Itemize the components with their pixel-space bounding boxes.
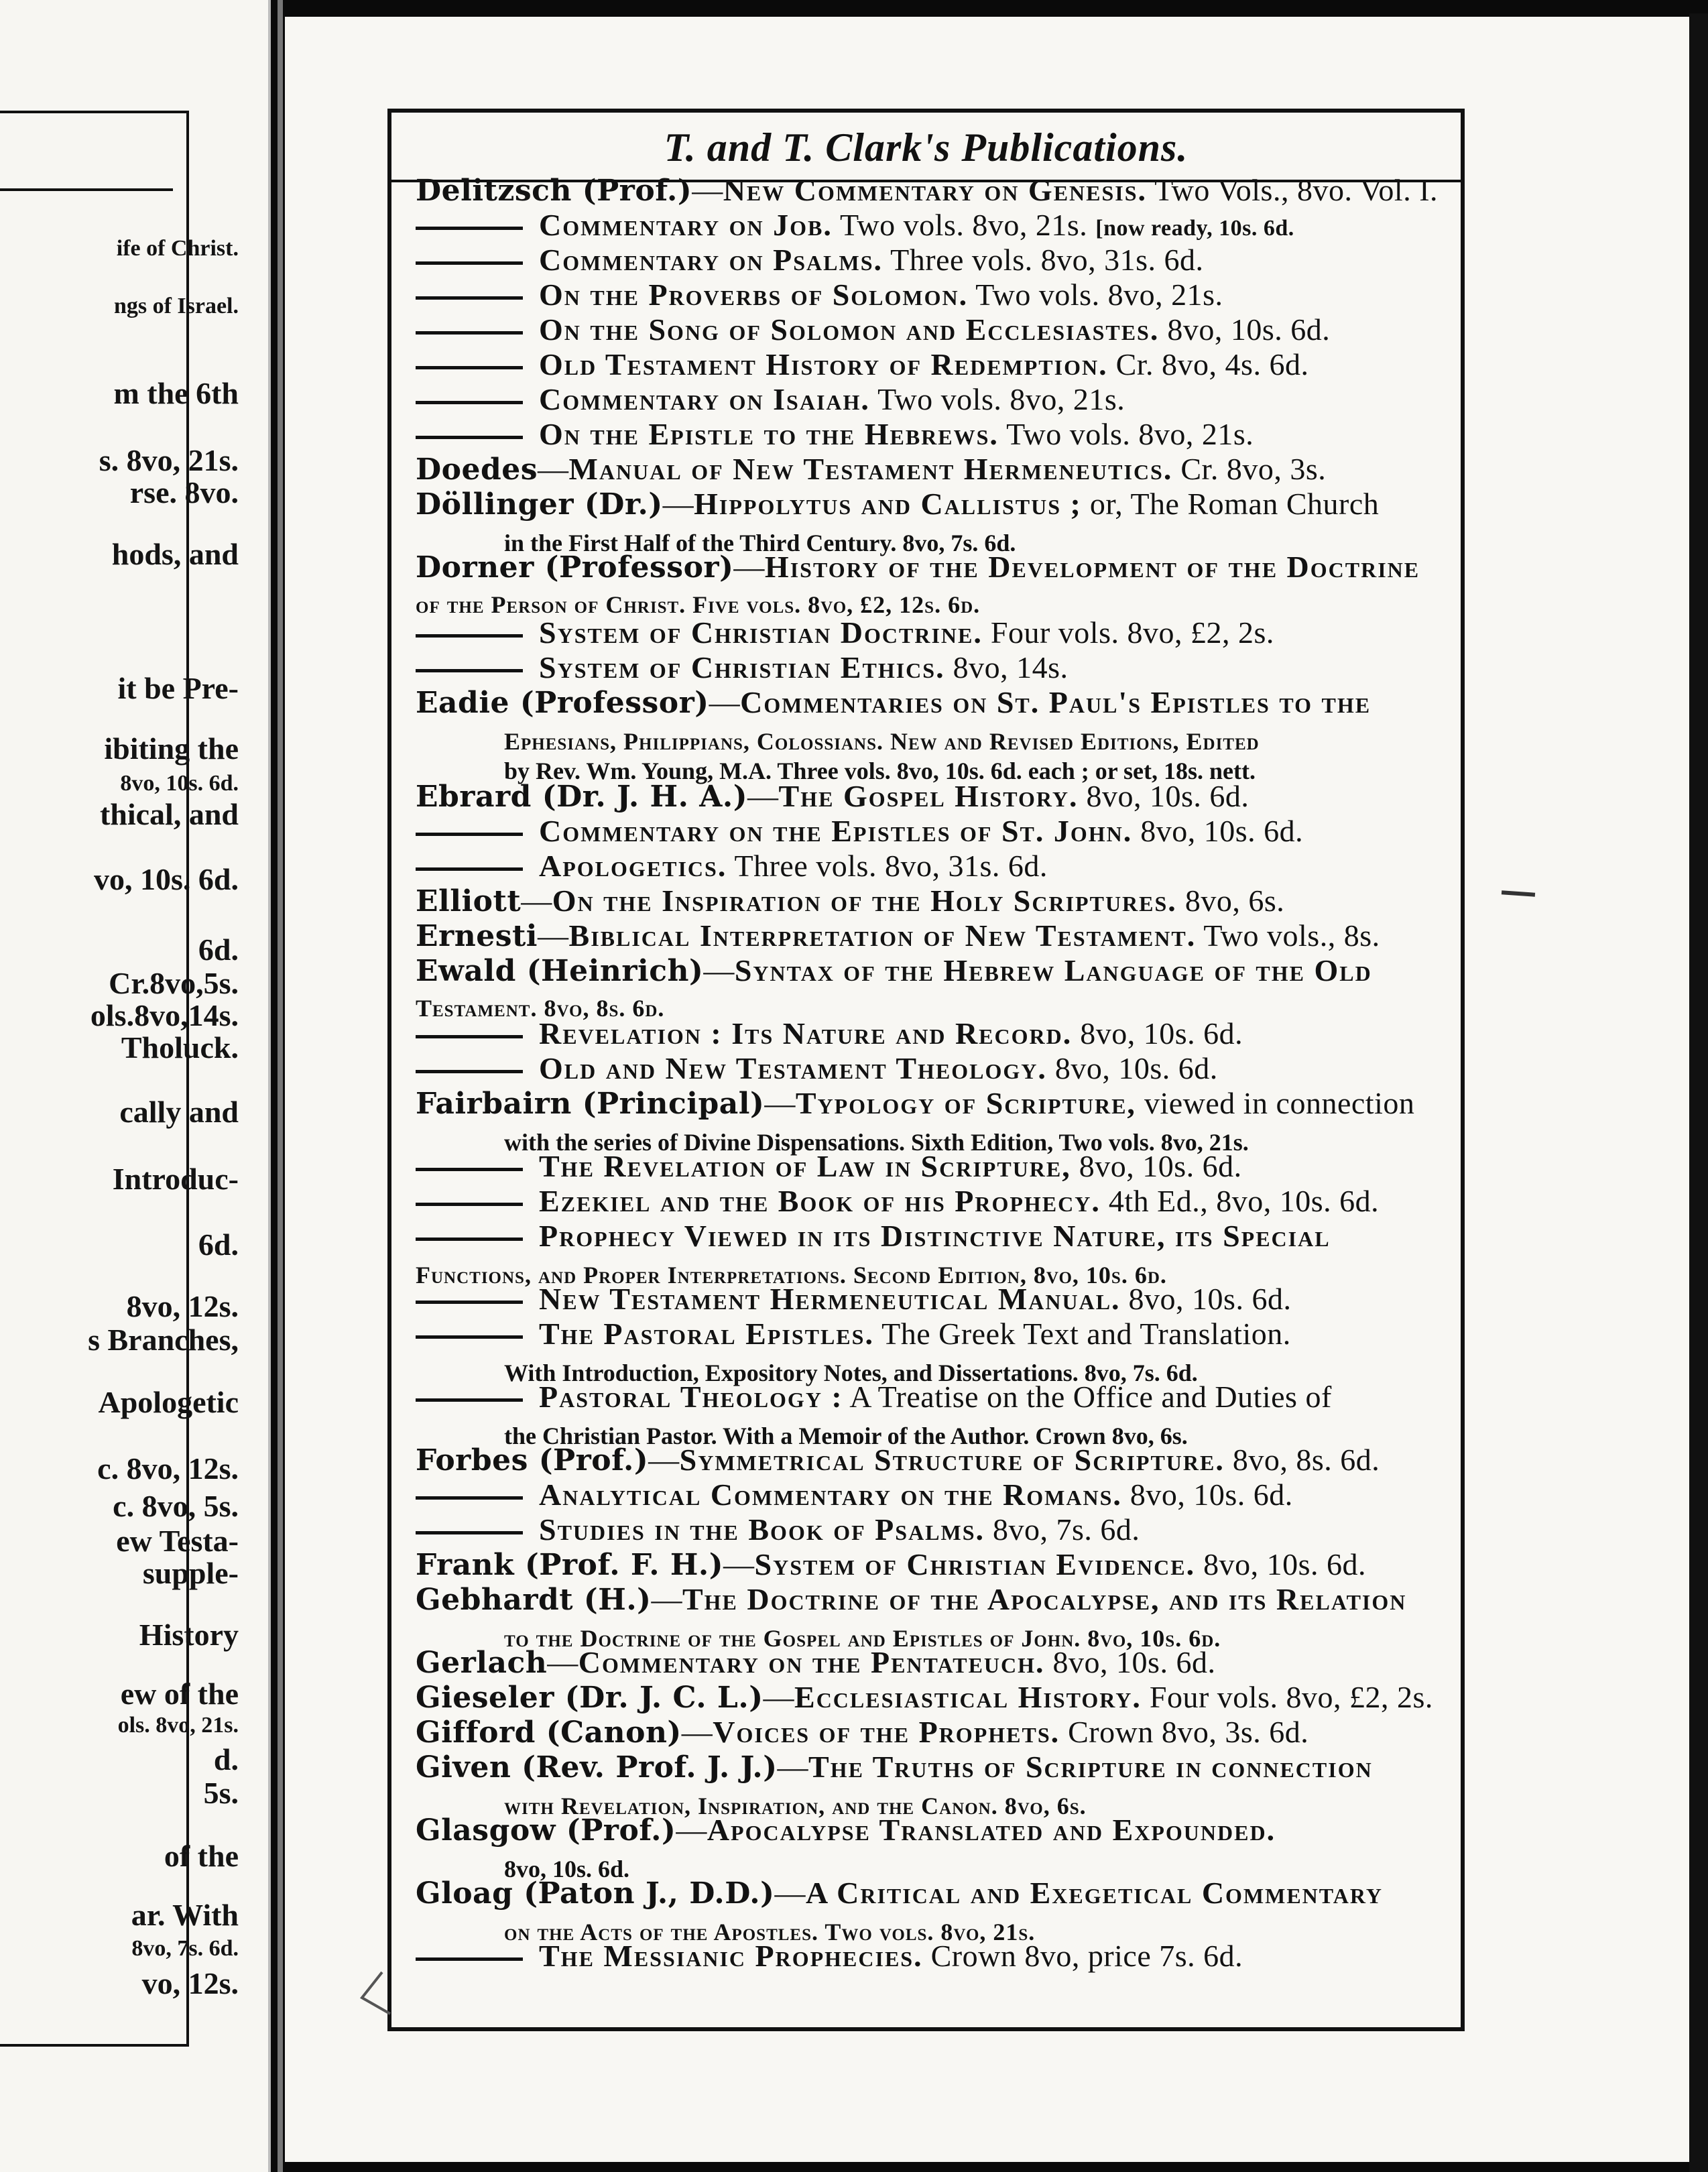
entry-details: 8vo, 14s. <box>944 650 1069 684</box>
entry-details: Three vols. 8vo, 31s. 6d. <box>883 243 1204 277</box>
ditto-rule <box>416 227 523 230</box>
catalogue-entry <box>416 1184 1461 1219</box>
entry-title: Old and New Testament Theology. <box>539 1051 1047 1085</box>
catalogue-entry <box>416 278 1461 312</box>
ditto-rule <box>416 669 523 672</box>
entry-separator: — <box>774 1876 806 1910</box>
entry-title: Commentary on Isaiah. <box>539 382 870 416</box>
previous-page-line: s Branches, <box>88 1323 239 1357</box>
entry-details: 4th Ed., 8vo, 10s. 6d. <box>1100 1184 1380 1218</box>
previous-page-line: cally and <box>119 1095 239 1129</box>
previous-page-line: 8vo, 10s. 6d. <box>120 771 239 796</box>
entry-title: The Gospel History. <box>778 779 1079 813</box>
catalogue-entry <box>416 1051 1461 1086</box>
entry-title: On the Inspiration of the Holy Scriptures. <box>552 884 1177 918</box>
entry-continuation: With Introduction, Expository Notes, and Dissertations. 8vo, 7s. 6d. <box>504 1360 1198 1386</box>
entry-details: 8vo, 7s. 6d. <box>985 1512 1140 1547</box>
entry-title: Commentary on the Epistles of St. John. <box>539 814 1133 848</box>
page-gutter <box>278 0 283 2172</box>
ditto-rule <box>416 1398 523 1402</box>
entry-details: 8vo, 10s. 6d. <box>1071 1149 1242 1183</box>
entry-separator: — <box>723 1547 755 1581</box>
entry-separator: — <box>521 884 552 918</box>
entry-title: Pastoral Theology : <box>539 1380 843 1414</box>
entry-details: 8vo, 10s. 6d. <box>1072 1016 1243 1050</box>
previous-page-line: Apologetic <box>98 1385 239 1419</box>
previous-page-line: 5s. <box>203 1776 239 1810</box>
entry-author: Glasgow (Prof.) <box>416 1813 676 1848</box>
entry-details: or, The Roman Church <box>1081 487 1380 521</box>
previous-page-line: 6d. <box>198 932 239 967</box>
catalogue-entry <box>416 849 1461 884</box>
entry-author: Delitzsch (Prof.) <box>416 174 692 208</box>
entry-details: Two Vols., 8vo. Vol. I. <box>1147 173 1439 207</box>
previous-page-line: ar. With <box>131 1898 239 1932</box>
entry-details: 8vo, 10s. 6d. <box>1159 312 1331 347</box>
ditto-rule <box>416 634 523 638</box>
catalogue-entry <box>416 1750 1461 1785</box>
entry-details: 8vo, 10s. 6d. <box>1121 1477 1293 1512</box>
entry-title: On the Epistle to the Hebrews. <box>539 417 999 451</box>
previous-page-line: 6d. <box>198 1227 239 1262</box>
ditto-rule <box>416 1335 523 1339</box>
entry-details: 8vo, 8s. 6d. <box>1224 1443 1380 1477</box>
ditto-rule <box>416 331 523 335</box>
catalogue-entry <box>416 1547 1461 1583</box>
entry-title: Typology of Scripture, <box>795 1086 1136 1120</box>
previous-page-line: it be Pre- <box>117 671 239 705</box>
catalogue-entry <box>416 173 1461 208</box>
entry-title: Ecclesiastical History. <box>794 1680 1142 1714</box>
entry-author: Eadie (Professor) <box>416 686 709 720</box>
ditto-rule <box>416 261 523 265</box>
entry-title: History of the Development of the Doctrine <box>764 550 1420 584</box>
entry-separator: — <box>763 1680 795 1714</box>
entry-title: Commentary on the Pentateuch. <box>578 1645 1045 1679</box>
ditto-rule <box>416 296 523 300</box>
entry-details: Cr. 8vo, 4s. 6d. <box>1107 347 1309 381</box>
ditto-rule <box>416 833 523 836</box>
entry-note: [now ready, 10s. 6d. <box>1095 216 1294 241</box>
previous-page-header-rule <box>0 188 173 191</box>
catalogue-entry <box>416 417 1461 452</box>
previous-page-line: ngs of Israel. <box>113 294 239 318</box>
entry-details: 8vo, 6s. <box>1176 884 1285 918</box>
entry-continuation: Functions, and Proper Interpretations. Second Edition, 8vo, 10s. 6d. <box>416 1262 1167 1288</box>
catalogue-entry <box>416 650 1461 685</box>
previous-page-line: vo, 10s. 6d. <box>94 862 239 896</box>
entry-author: Ewald (Heinrich) <box>416 954 704 988</box>
catalogue-entry <box>416 1317 1461 1351</box>
entry-details: Two vols. 8vo, 21s. <box>968 278 1223 312</box>
entry-separator: — <box>676 1813 707 1847</box>
entry-title: A Critical and Exegetical Commentary <box>805 1876 1383 1910</box>
ditto-rule <box>416 1203 523 1206</box>
catalogue-entry <box>416 1477 1461 1512</box>
entry-author: Fairbairn (Principal) <box>416 1087 765 1121</box>
entry-details: 8vo, 10s. 6d. <box>1046 1051 1218 1085</box>
entry-title: Symmetrical Structure of Scripture. <box>679 1443 1225 1477</box>
catalogue-entry <box>416 953 1461 989</box>
entry-continuation: 8vo, 10s. 6d. <box>504 1856 630 1882</box>
entry-title: The Pastoral Epistles. <box>539 1317 874 1351</box>
catalogue-entry <box>416 1680 1461 1715</box>
entry-title: Ezekiel and the Book of his Prophecy. <box>539 1184 1101 1218</box>
catalogue-entry <box>416 1086 1461 1122</box>
entry-separator: — <box>733 550 765 584</box>
catalogue-entry <box>416 918 1461 954</box>
entry-author: Forbes (Prof.) <box>416 1443 649 1477</box>
entry-title: On the Song of Solomon and Ecclesiastes. <box>539 312 1160 347</box>
entry-details: Four vols. 8vo, £2, 2s. <box>1141 1680 1433 1714</box>
entry-author: Gifford (Canon) <box>416 1715 682 1750</box>
previous-page-line: s. 8vo, 21s. <box>99 443 239 477</box>
entry-title: Prophecy Viewed in its Distinctive Nature, its Special <box>539 1219 1331 1253</box>
entry-title: System of Christian Evidence. <box>754 1547 1196 1581</box>
ditto-rule <box>416 1496 523 1500</box>
ditto-rule <box>416 1070 523 1073</box>
entry-continuation: to the Doctrine of the Gospel and Epistles of John. 8vo, 10s. 6d. <box>504 1625 1221 1652</box>
entry-details: Four vols. 8vo, £2, 2s. <box>982 615 1274 650</box>
ditto-rule <box>416 401 523 404</box>
entry-separator: — <box>703 953 735 987</box>
entry-title: System of Christian Doctrine. <box>539 615 983 650</box>
previous-page-line: hods, and <box>111 537 239 571</box>
entry-details: Two vols. 8vo, 21s. <box>998 417 1254 451</box>
previous-page-line: ife of Christ. <box>116 236 239 261</box>
entry-title: Revelation : Its Nature and Record. <box>539 1016 1073 1050</box>
catalogue-entry <box>416 452 1461 487</box>
entry-title: The Doctrine of the Apocalypse, and its Relation <box>682 1582 1407 1616</box>
entry-separator: — <box>764 1086 796 1120</box>
entry-author: Doedes <box>416 452 538 487</box>
previous-page-line: ew Testa- <box>116 1524 239 1558</box>
entry-separator: — <box>662 487 694 521</box>
previous-page-line: History <box>139 1618 239 1652</box>
previous-page-fragment <box>0 0 271 2172</box>
catalogue-entry <box>416 208 1461 246</box>
entry-title: New Testament Hermeneutical Manual. <box>539 1282 1121 1316</box>
entry-author: Gieseler (Dr. J. C. L.) <box>416 1681 764 1715</box>
entry-title: Syntax of the Hebrew Language of the Old <box>734 953 1372 987</box>
entry-separator: — <box>692 173 723 207</box>
ditto-rule <box>416 1168 523 1171</box>
entry-author: Ebrard (Dr. J. H. A.) <box>416 780 748 814</box>
entry-details: 8vo, 10s. 6d. <box>1120 1282 1292 1316</box>
entry-details: viewed in connection <box>1136 1086 1415 1120</box>
ditto-rule <box>416 436 523 439</box>
entry-details: 8vo, 10s. 6d. <box>1078 779 1249 813</box>
catalogue-entry <box>416 685 1461 721</box>
pencil-tick-mark <box>355 1970 395 2016</box>
catalogue-entry <box>416 615 1461 650</box>
catalogue-entry <box>416 1512 1461 1547</box>
entry-title: Apocalypse Translated and Expounded. <box>707 1813 1276 1847</box>
entry-author: Given (Rev. Prof. J. J.) <box>416 1750 778 1785</box>
entry-author: Gloag (Paton J., D.D.) <box>416 1876 775 1911</box>
previous-page-line: ols.8vo,14s. <box>90 998 239 1032</box>
entry-title: Commentary on Psalms. <box>539 243 883 277</box>
previous-page-line: thical, and <box>99 797 239 831</box>
page-title: T. and T. Clark's Publications. <box>664 125 1188 170</box>
previous-page-line: ew of the <box>120 1677 239 1711</box>
entry-continuation: of the Person of Christ. Five vols. 8vo, £2, 12s. 6d. <box>416 591 981 618</box>
previous-page-line: 8vo, 7s. 6d. <box>131 1936 239 1961</box>
entry-details: Three vols. 8vo, 31s. 6d. <box>727 849 1048 883</box>
entry-title: Apologetics. <box>539 849 727 883</box>
previous-page-line: d. <box>213 1742 239 1776</box>
previous-page-line: ibiting the <box>104 731 239 766</box>
previous-page-line: 8vo, 12s. <box>126 1289 239 1323</box>
entry-title: On the Proverbs of Solomon. <box>539 278 969 312</box>
entry-continuation: by Rev. Wm. Young, M.A. Three vols. 8vo, 10s. 6d. each ; or set, 18s. nett. <box>504 758 1256 784</box>
entry-details: 8vo, 10s. 6d. <box>1044 1645 1216 1679</box>
entry-title: The Messianic Prophecies. <box>539 1939 923 1973</box>
entry-title: Hippolytus and Callistus ; <box>694 487 1082 521</box>
previous-page-line: m the 6th <box>113 376 239 410</box>
entry-author: Gebhardt (H.) <box>416 1583 652 1617</box>
entry-details: Two vols. 8vo, 21s. <box>832 208 1096 242</box>
catalogue-entry <box>416 347 1461 382</box>
catalogue-entry <box>416 243 1461 278</box>
entry-author: Frank (Prof. F. H.) <box>416 1548 724 1582</box>
entry-details: Crown 8vo, price 7s. 6d. <box>922 1939 1243 1973</box>
entry-author: Döllinger (Dr.) <box>416 487 663 522</box>
entry-details: The Greek Text and Translation. <box>873 1317 1291 1351</box>
entry-title: The Revelation of Law in Scripture, <box>539 1149 1071 1183</box>
entry-details: Two vols., 8s. <box>1196 918 1380 953</box>
entry-separator: — <box>747 779 779 813</box>
entry-continuation: with the series of Divine Dispensations. Sixth Edition, Two vols. 8vo, 21s. <box>504 1129 1249 1156</box>
entry-title: New Commentary on Genesis. <box>723 173 1148 207</box>
entry-separator: — <box>681 1715 713 1749</box>
entry-separator: — <box>538 918 569 953</box>
catalogue-entry <box>416 382 1461 417</box>
entry-author: Ernesti <box>416 919 538 953</box>
previous-page-line: c. 8vo, 5s. <box>113 1489 239 1523</box>
entry-author: Dorner (Professor) <box>416 550 734 585</box>
ditto-rule <box>416 1301 523 1304</box>
entry-title: Analytical Commentary on the Romans. <box>539 1477 1122 1512</box>
catalogue-entry <box>416 1219 1461 1254</box>
entry-details: Two vols. 8vo, 21s. <box>869 382 1125 416</box>
entry-separator: — <box>777 1750 809 1784</box>
entry-details: A Treatise on the Office and Duties of <box>843 1380 1332 1414</box>
entry-title: Biblical Interpretation of New Testament. <box>568 918 1197 953</box>
entry-title: Studies in the Book of Psalms. <box>539 1512 985 1547</box>
catalogue-entry <box>416 884 1461 919</box>
entry-title: Manual of New Testament Hermeneutics. <box>568 452 1173 486</box>
entry-title: System of Christian Ethics. <box>539 650 945 684</box>
entry-continuation: Ephesians, Philippians, Colossians. New and Revised Editions, Edited <box>504 728 1260 755</box>
entry-separator: — <box>547 1645 578 1679</box>
entry-title: The Truths of Scripture in connection <box>808 1750 1373 1784</box>
entry-title: Commentaries on St. Paul's Epistles to the <box>740 685 1371 719</box>
previous-page-line: rse. 8vo. <box>129 475 239 509</box>
entry-author: Gerlach <box>416 1646 548 1680</box>
entry-details: 8vo, 10s. 6d. <box>1195 1547 1367 1581</box>
entry-separator: — <box>648 1443 680 1477</box>
entry-details: Crown 8vo, 3s. 6d. <box>1060 1715 1309 1749</box>
catalogue-entry <box>416 487 1461 522</box>
previous-page-line: supple- <box>142 1556 239 1590</box>
entry-title: Old Testament History of Redemption. <box>539 347 1108 381</box>
entry-details: Cr. 8vo, 3s. <box>1172 452 1327 486</box>
entry-continuation: with Revelation, Inspiration, and the Canon. 8vo, 6s. <box>504 1793 1087 1819</box>
catalogue-entry <box>416 312 1461 347</box>
catalogue-entry <box>416 1582 1461 1618</box>
previous-page-line: Cr.8vo,5s. <box>109 966 239 1000</box>
entry-continuation: on the Acts of the Apostles. Two vols. 8vo, 21s. <box>504 1919 1036 1945</box>
ditto-rule <box>416 867 523 871</box>
ditto-rule <box>416 1238 523 1241</box>
entry-continuation: the Christian Pastor. With a Memoir of the Author. Crown 8vo, 6s. <box>504 1423 1188 1449</box>
previous-page-line: Tholuck. <box>121 1030 239 1065</box>
catalogue-entry <box>416 1715 1461 1750</box>
previous-page-line: vo, 12s. <box>141 1966 239 2000</box>
previous-page-line: Introduc- <box>112 1162 239 1196</box>
entry-title: Voices of the Prophets. <box>713 1715 1060 1749</box>
previous-page-line: c. 8vo, 12s. <box>97 1451 239 1486</box>
ditto-rule <box>416 1957 523 1961</box>
entry-title: Commentary on Job. <box>539 208 833 242</box>
ditto-rule <box>416 1531 523 1534</box>
ditto-rule <box>416 366 523 369</box>
entry-separator: — <box>538 452 569 486</box>
entry-continuation: in the First Half of the Third Century. 8vo, 7s. 6d. <box>504 530 1016 556</box>
previous-page-line: ols. 8vo, 21s. <box>117 1713 239 1738</box>
entry-separator: — <box>709 685 741 719</box>
scan-edge <box>1689 13 1708 2172</box>
entry-details: 8vo, 10s. 6d. <box>1132 814 1304 848</box>
entry-author: Elliott <box>416 884 522 918</box>
entry-separator: — <box>651 1582 682 1616</box>
ditto-rule <box>416 1035 523 1038</box>
catalogue-entry <box>416 814 1461 849</box>
previous-page-line: of the <box>164 1839 239 1873</box>
entry-continuation: Testament. 8vo, 8s. 6d. <box>416 995 665 1022</box>
